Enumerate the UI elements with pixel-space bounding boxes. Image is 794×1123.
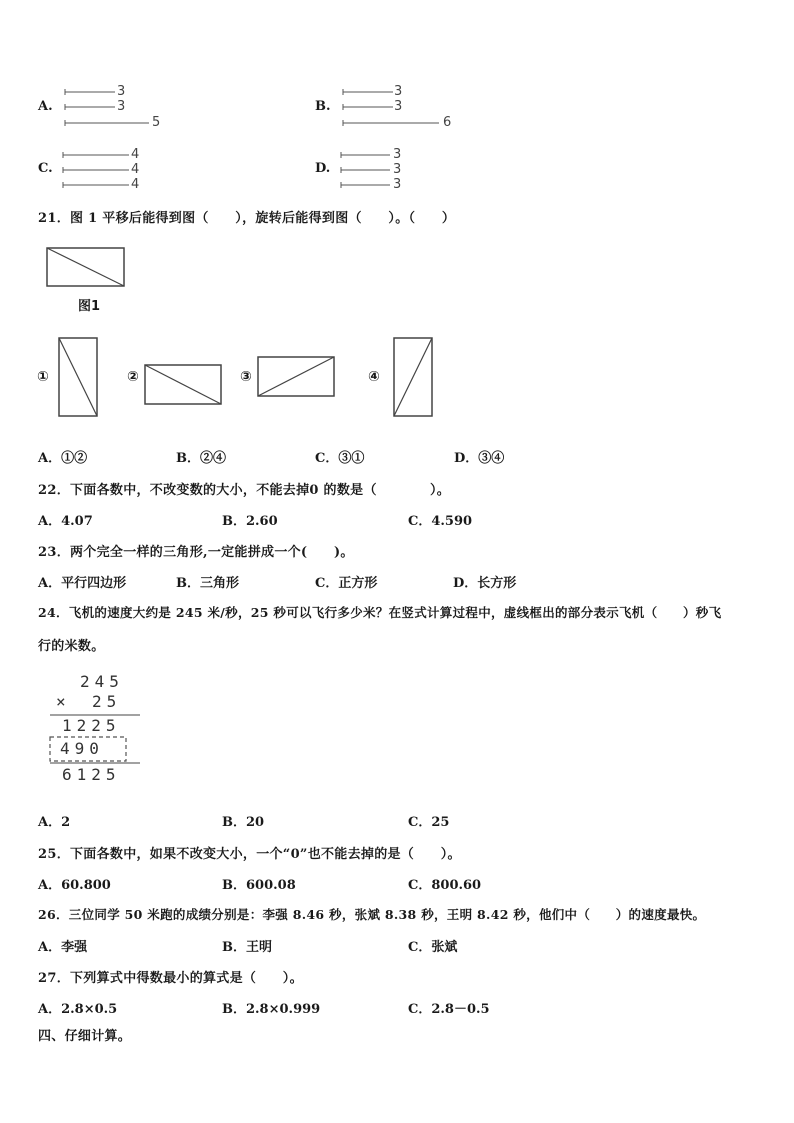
q21-option-d: D．③④ — [454, 451, 505, 466]
q23-option-a: A．平行四边形 — [38, 576, 127, 591]
q20-option-d-segments — [340, 151, 400, 191]
q27-option-c: C．2.8－0.5 — [408, 1002, 490, 1017]
q20-a-length-3: 5 — [152, 115, 161, 130]
q24-option-b: B．20 — [222, 815, 265, 830]
q20-a-length-2: 3 — [117, 99, 126, 114]
q26-option-b: B．王明 — [222, 940, 272, 955]
q21-shape-2 — [144, 364, 224, 406]
q21-shape-3 — [257, 356, 337, 398]
q21-text: 21．图 1 平移后能得到图（ ），旋转后能得到图（ ）。（ ） — [38, 211, 456, 226]
q23-option-d: D．长方形 — [453, 576, 517, 591]
q24-text-line1: 24．飞机的速度大约是 245 米/秒，25 秒可以飞行多少米？在竖式计算过程中，虚线框出的部分表示飞机（ ）秒飞 — [38, 605, 722, 620]
q20-option-a-label: A. — [38, 99, 53, 114]
q21-shape-2-label: ② — [127, 369, 139, 385]
q22-option-c: C．4.590 — [408, 514, 473, 529]
q23-option-b: B．三角形 — [176, 576, 239, 591]
q20-option-c-label: C. — [38, 161, 53, 176]
q20-d-length-3: 3 — [393, 177, 402, 192]
q24-option-a: A．2 — [38, 815, 71, 830]
q20-d-length-2: 3 — [393, 162, 402, 177]
q20-c-length-1: 4 — [131, 147, 140, 162]
calc-partial-2: 490 — [60, 739, 104, 758]
q24-option-c: C．25 — [408, 815, 450, 830]
q21-shape-1-label: ① — [37, 369, 49, 385]
q27-option-a: A．2.8×0.5 — [38, 1002, 118, 1017]
q21-shape-1 — [58, 337, 100, 419]
q20-b-length-1: 3 — [394, 84, 403, 99]
q20-d-length-1: 3 — [393, 147, 402, 162]
q20-a-length-1: 3 — [117, 84, 126, 99]
q25-option-c: C．800.60 — [408, 878, 482, 893]
calc-result: 6125 — [62, 765, 121, 784]
q21-option-b: B．②④ — [176, 451, 226, 466]
q20-option-b-label: B. — [315, 99, 331, 114]
q27-text: 27．下列算式中得数最小的算式是（ ）。 — [38, 971, 303, 986]
q21-shape-3-label: ③ — [240, 369, 252, 385]
q26-option-c: C．张斌 — [408, 940, 458, 955]
q24-text-line2: 行的米数。 — [38, 639, 105, 654]
q20-b-length-3: 6 — [443, 115, 452, 130]
q22-option-a: A．4.07 — [38, 514, 93, 529]
q21-figure-1 — [46, 247, 126, 289]
q20-c-length-3: 4 — [131, 177, 140, 192]
q20-option-c-segments — [62, 151, 142, 191]
q23-text: 23．两个完全一样的三角形,一定能拼成一个( )。 — [38, 545, 354, 560]
q20-c-length-2: 4 — [131, 162, 140, 177]
q22-option-b: B．2.60 — [222, 514, 278, 529]
calc-multiplicand: 245 — [80, 672, 124, 691]
q23-option-c: C．正方形 — [315, 576, 378, 591]
q27-option-b: B．2.8×0.999 — [222, 1002, 321, 1017]
q21-option-c: C．③① — [315, 451, 365, 466]
calc-multiplier: 25 — [92, 692, 122, 711]
q26-text: 26．三位同学 50 米跑的成绩分别是：李强 8.46 秒，张斌 8.38 秒，王明 8.42 秒，他们中（ ）的速度最快。 — [38, 907, 706, 922]
q25-option-a: A．60.800 — [38, 878, 111, 893]
q20-option-d-label: D. — [315, 161, 331, 176]
q26-option-a: A．李强 — [38, 940, 88, 955]
q21-option-a: A．①② — [38, 451, 88, 466]
q20-option-a-segments — [64, 88, 164, 128]
q21-figure-1-caption: 图1 — [78, 299, 101, 314]
q20-b-length-2: 3 — [394, 99, 403, 114]
calc-times-sign: × — [56, 692, 71, 711]
q22-text: 22．下面各数中，不改变数的大小，不能去掉0 的数是（ ）。 — [38, 483, 451, 498]
q25-text: 25．下面各数中，如果不改变大小，一个“0”也不能去掉的是（ ）。 — [38, 847, 461, 862]
section-4-title: 四、仔细计算。 — [38, 1029, 132, 1044]
calc-partial-1: 1225 — [62, 716, 121, 735]
q21-shape-4 — [393, 337, 435, 419]
q25-option-b: B．600.08 — [222, 878, 296, 893]
q21-shape-4-label: ④ — [368, 369, 380, 385]
